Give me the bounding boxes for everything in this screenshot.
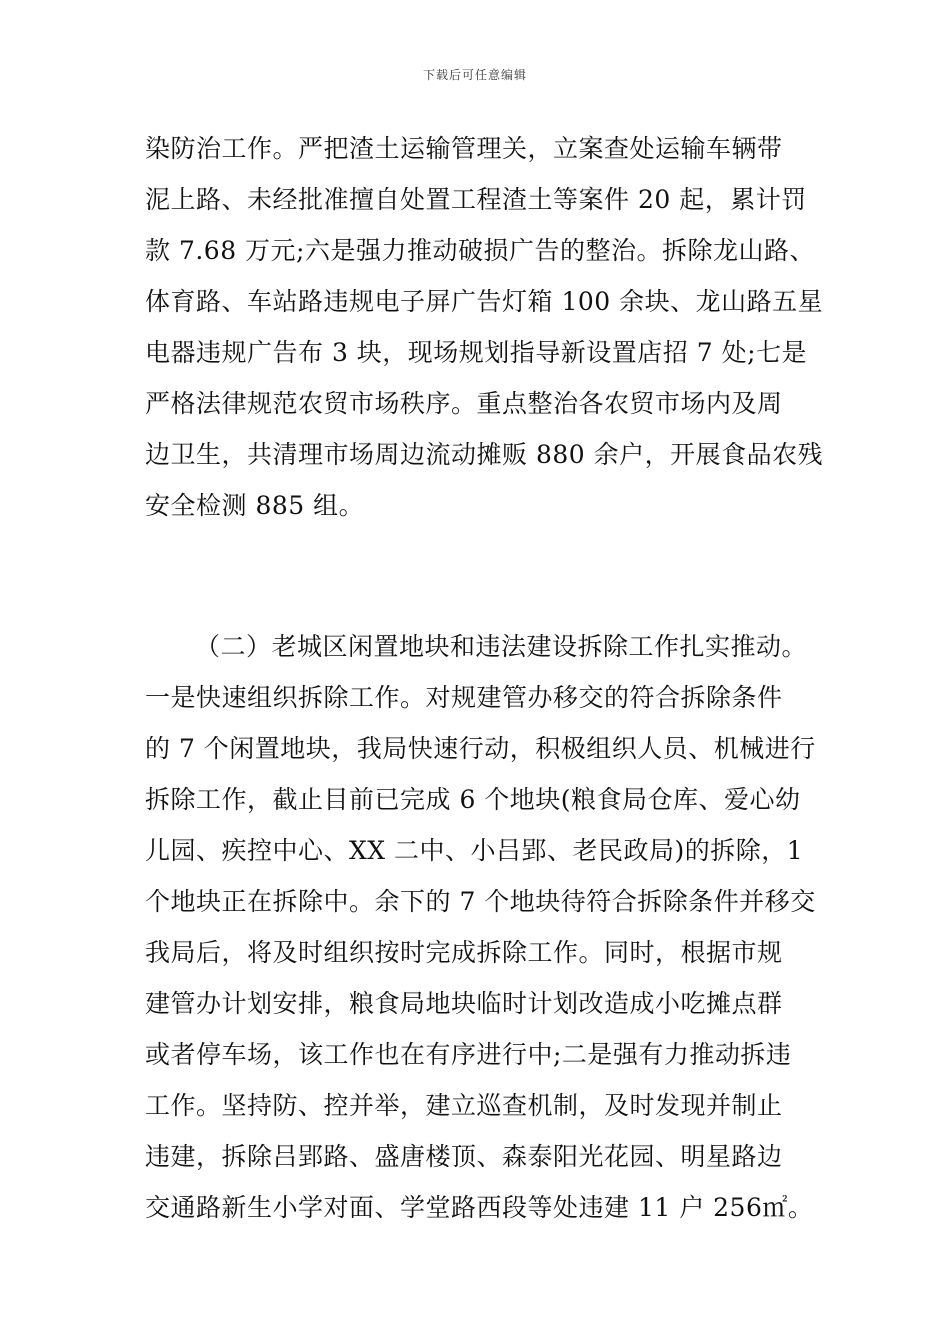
paragraph-1-line: 款 7.68 万元;六是强力推动破损广告的整治。拆除龙山路、 [145, 236, 815, 265]
paragraph-1-line: 染防治工作。严把渣土运输管理关，立案查处运输车辆带 [145, 134, 783, 163]
paragraph-2-line: 工作。坚持防、控并举，建立巡查机制，及时发现并制止 [145, 1091, 783, 1120]
paragraph-1-line: 泥上路、未经批准擅自处置工程渣土等案件 20 起，累计罚 [145, 185, 807, 214]
paragraph-2-line: 交通路新生小学对面、学堂路西段等处违建 11 户 256㎡。 [145, 1193, 814, 1222]
paragraph-1-line: 体育路、车站路违规电子屏广告灯箱 100 余块、龙山路五星 [145, 287, 824, 316]
paragraph-2-line: 违建，拆除吕郢路、盛唐楼顶、森泰阳光花园、明星路边 [145, 1142, 783, 1171]
paragraph-2-line: 我局后，将及时组织按时完成拆除工作。同时，根据市规 [145, 938, 783, 967]
paragraph-2-heading-line: （二）老城区闲置地块和违法建设拆除工作扎实推动。 [195, 632, 808, 661]
paragraph-1-line: 边卫生，共清理市场周边流动摊贩 880 余户，开展食品农残 [145, 440, 824, 469]
paragraph-2-line: 拆除工作，截止目前已完成 6 个地块(粮食局仓库、爱心幼 [145, 785, 801, 814]
paragraph-1-line: 严格法律规范农贸市场秩序。重点整治各农贸市场内及周 [145, 389, 783, 418]
paragraph-2-line: 儿园、疾控中心、XX 二中、小吕郢、老民政局)的拆除，1 [145, 836, 804, 865]
paragraph-2-line: 的 7 个闲置地块，我局快速行动，积极组织人员、机械进行 [145, 734, 816, 763]
header-note: 下载后可任意编辑 [422, 68, 527, 82]
paragraph-1-line: 安全检测 885 组。 [145, 491, 365, 520]
paragraph-2-line: 建管办计划安排，粮食局地块临时计划改造成小吃摊点群 [145, 989, 783, 1018]
paragraph-2-line: 一是快速组织拆除工作。对规建管办移交的符合拆除条件 [145, 683, 783, 712]
paragraph-1-line: 电器违规广告布 3 块，现场规划指导新设置店招 7 处;七是 [145, 338, 808, 367]
paragraph-2-line: 或者停车场，该工作也在有序进行中;二是强有力推动拆违 [145, 1040, 792, 1069]
paragraph-2-line: 个地块正在拆除中。余下的 7 个地块待符合拆除条件并移交 [145, 887, 816, 916]
